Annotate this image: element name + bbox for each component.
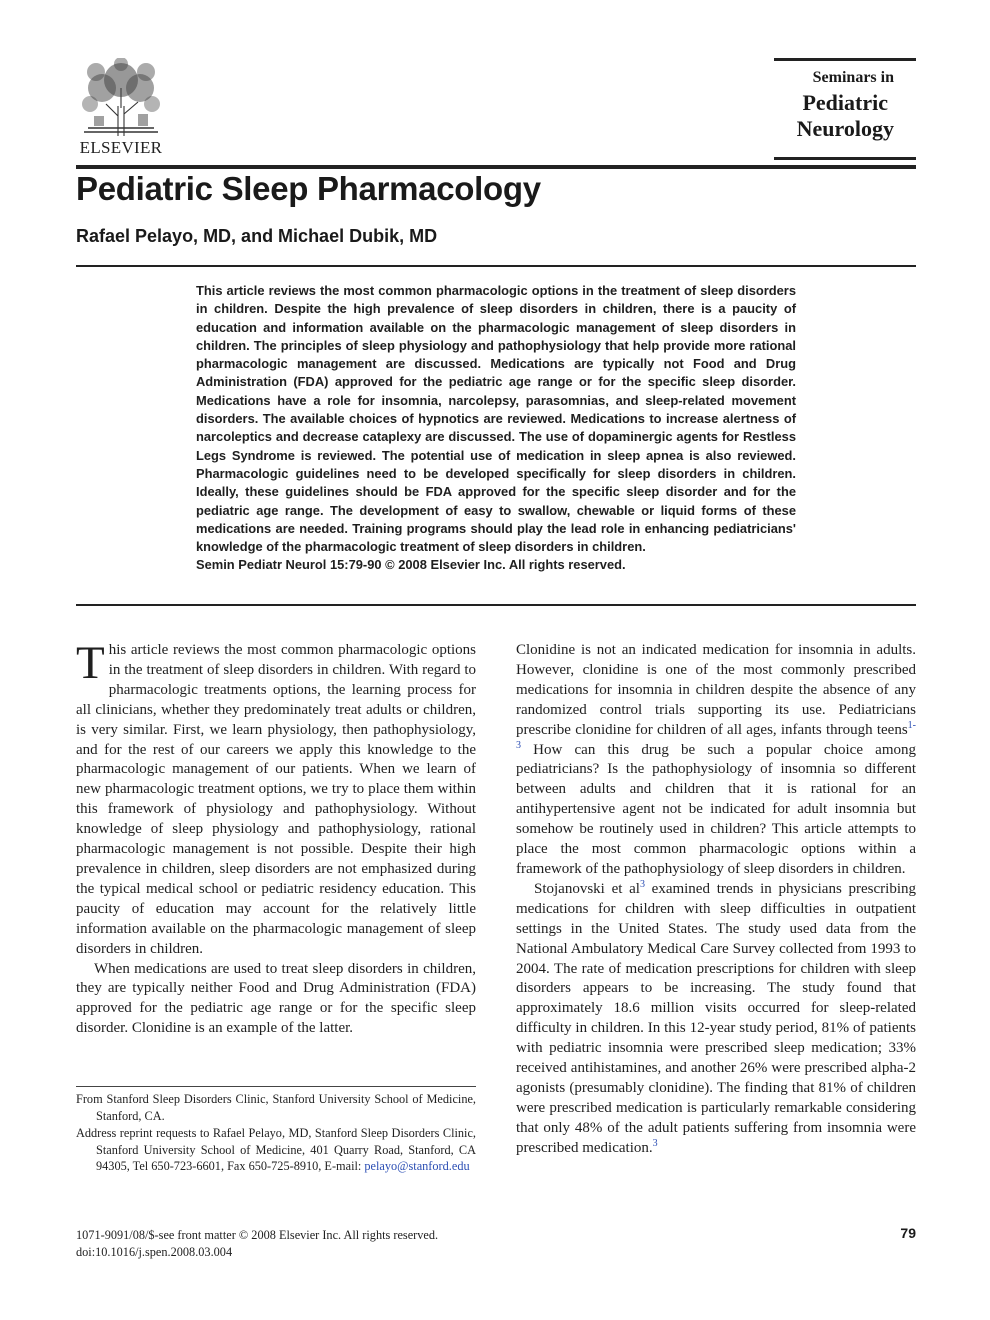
email-link[interactable]: pelayo@stanford.edu bbox=[364, 1159, 470, 1173]
issn-line: 1071-9091/08/$-see front matter © 2008 Elsevier Inc. All rights reserved. bbox=[76, 1228, 439, 1242]
abstract-citation: Semin Pediatr Neurol 15:79-90 © 2008 Elsevier Inc. All rights reserved. bbox=[196, 557, 626, 573]
paragraph-stojanovski-text-a: Stojanovski et al bbox=[534, 880, 640, 897]
footnote-address-text: Address reprint requests to Rafael Pelayo, MD, Stanford Sleep Disorders Clinic, Stanford University School of Medicine, 401 Quarry Road, Stanford, CA 94305, Tel 650-723-6601, Fax 650-725-8910, E-mail: bbox=[76, 1126, 476, 1173]
footnote-address bbox=[76, 1125, 476, 1175]
reference-link[interactable]: 1-3 bbox=[516, 719, 916, 751]
elsevier-logo bbox=[76, 58, 166, 156]
intro-paragraph-text: his article reviews the most common pharmacologic options in the treatment of sleep disorders in children. With regard to pharmacologic treatments options, the learning process for all clinicians, whether they predominately treat adults or children, is very similar. First, we learn physiology, then pathophysiology, and for the rest of our careers we apply this knowledge to the pharmacologic management of our patients. When we learn of new pharmacologic treatment options, we try to place them within this framework of physiology and pathophysiology. Without knowledge of sleep physiology and pathophysiology, rational pharmacologic management is not possible. Despite their high prevalence in children, sleep disorders are not emphasized during the typical medical school or pediatric residency education. This paucity of education may account for the relatively little information available on the pharmacologic management of sleep disorders in children. bbox=[76, 642, 476, 957]
doi-line: doi:10.1016/j.spen.2008.03.004 bbox=[76, 1244, 233, 1259]
drop-cap: T bbox=[76, 637, 105, 689]
abstract-top-rule bbox=[76, 265, 916, 267]
abstract-bottom-rule bbox=[76, 604, 916, 606]
page-number: 79 bbox=[900, 1225, 916, 1241]
paragraph-clonidine bbox=[516, 641, 916, 880]
publisher-name: ELSEVIER bbox=[79, 138, 163, 157]
paragraph-medications: When medications are used to treat sleep disorders in children, they are typically neither Food and Drug Administration (FDA) approved for the pediatric age range or for the specific sleep disorder. Clonidine is an example of the latter. bbox=[76, 960, 476, 1037]
footnote-affiliation: From Stanford Sleep Disorders Clinic, Stanford University School of Medicine, Stanford, CA. bbox=[76, 1092, 476, 1123]
paragraph-clonidine-text-a: Clonidine is not an indicated medication for insomnia in adults. However, clonidine is one of the most commonly prescribed medications for insomnia in children despite the absence of any randomized control trials supporting its use. Pediatricians prescribe clonidine for children of all ages, infants through teens bbox=[516, 642, 916, 738]
journal-name-line1: Seminars in bbox=[812, 69, 894, 86]
article-authors: Rafael Pelayo, MD, and Michael Dubik, MD bbox=[76, 226, 438, 246]
paragraph-clonidine-text-b: How can this drug be such a popular choice among pediatricians? Is the pathophysiology of insomnia so different between adults and children that it is rational for an antihypertensive agent not be indicated for adult insomnia but somehow be routinely used in children? This article attempts to place the most common pharmacologic options within a framework of the pathophysiology of sleep disorders in children. bbox=[516, 741, 916, 877]
intro-paragraph bbox=[76, 637, 476, 960]
abstract bbox=[196, 282, 796, 575]
footnote-rule bbox=[76, 1086, 476, 1087]
abstract-text: This article reviews the most common pharmacologic options in the treatment of sleep disorders in children. Despite the high prevalence of sleep disorders in children, there is a paucity of education and information available on the pharmacologic management of sleep disorders in children. The principles of sleep physiology and pathophysiology that help provide more rational pharmacologic management are discussed. Medications are typically not Food and Drug Administration (FDA) approved for the pediatric age range or for the specific sleep disorder. Medications have a role for insomnia, narcolepsy, parasomnias, and sleep-related movement disorders. The available choices of hypnotics are reviewed. Medications to increase alertness of narcoleptics and decrease cataplexy are discussed. The use of dopaminergic agents for Restless Legs Syndrome is reviewed. The potential use of medication in sleep apnea is also reviewed. Pharmacologic guidelines need to be developed specifically for sleep disorders in children. Ideally, these guidelines should be FDA approved for the specific sleep disorder and for the pediatric age range. The development of easy to swallow, chewable or liquid forms of these medications are needed. Training programs should play the lead role in enhancing pediatricians' knowledge of the pharmacologic treatment of sleep disorders in children. bbox=[196, 283, 796, 555]
paragraph-stojanovski bbox=[516, 880, 916, 1159]
body-column-right bbox=[516, 641, 916, 1159]
elsevier-tree-icon bbox=[78, 58, 164, 136]
paragraph-stojanovski-text-b: examined trends in physicians prescribing medications for children with sleep difficulties in outpatient settings in the United States. The study used data from the National Ambulatory Medical Care Survey collected from 1993 to 2004. The rate of medication prescriptions for children with sleep disorders appears to be increasing. The study found that approximately 18.6 million visits occurred for sleep-related difficulty in children. In this 12-year study period, 81% of patients with pediatric insomnia were prescribed sleep medication; 33% received antihistamines, and another 26% were prescribed alpha-2 agonists (presumably clonidine). The finding that 81% of children were prescribed medication is particularly remarkable considering that only 48% of the adult patients suffering from insomnia were prescribed medication. bbox=[516, 880, 916, 1156]
header-rule bbox=[76, 165, 916, 169]
reference-link[interactable]: 3 bbox=[652, 1137, 658, 1149]
journal-name-line3: Neurology bbox=[796, 116, 894, 141]
journal-masthead bbox=[774, 58, 916, 160]
journal-name-line2: Pediatric bbox=[802, 90, 888, 115]
reference-link[interactable]: 3 bbox=[639, 878, 645, 890]
body-column-left bbox=[76, 637, 476, 1039]
footnotes bbox=[76, 1091, 476, 1175]
article-title: Pediatric Sleep Pharmacology bbox=[76, 170, 541, 207]
page-footer bbox=[76, 1227, 438, 1260]
